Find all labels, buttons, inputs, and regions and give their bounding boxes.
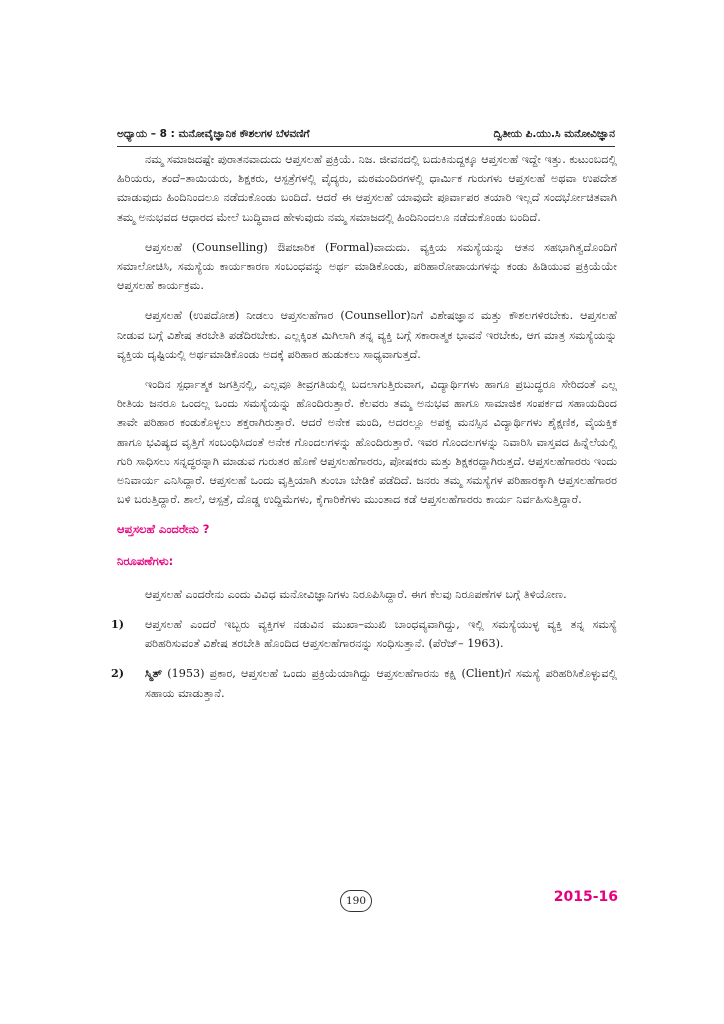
question-heading: ಆಪ್ತಸಲಹೆ ಎಂದರೇನು ?: [117, 522, 210, 537]
definition-text: [145, 664, 617, 702]
paragraph-intro: ನಮ್ಮ ಸಮಾಜದಷ್ಟೇ ಪುರಾತನವಾದುದು ಆಪ್ತಸಲಹೆ ಪ್ರಕ್ರಿಯೆ. ನಿಜ. ಜೀವನದಲ್ಲಿ ಬದುಕಿನುದ್ದಕ್ಕೂ ಆಪ್ತಸಲಹೆ ಇದ್ದೇ ಇತ್ತು. ಕುಟುಂಬದಲ್ಲಿ ಹಿರಿಯರು, ತಂದೆ–ತಾಯಿಯರು, ಶಿಕ್ಷಕರು, ಆಸ್ಪತ್ರೆಗಳಲ್ಲಿ ವೈದ್ಯರು, ಮಠಮಂದಿರಗಳಲ್ಲಿ ಧಾರ್ಮಿಕ ಗುರುಗಳು ಆಪ್ತಸಲಹೆ ಅಥವಾ ಉಪದೇಶ ಮಾಡುವುದು ಹಿಂದಿನಿಂದಲೂ ನಡೆದುಕೊಂಡು ಬಂದಿದೆ. ಆದರೆ ಈ ಆಪ್ತಸಲಹೆ ಯಾವುದೇ ಪೂರ್ವಾಪರ ತಯಾರಿ ಇಲ್ಲದೆ ಸಂದರ್ಭೋಚಿತವಾಗಿ ತಮ್ಮ ಅನುಭವದ ಆಧಾರದ ಮೇಲೆ ಬುದ್ಧಿವಾದ ಹೇಳುವುದು ನಮ್ಮ ಸಮಾಜದಲ್ಲಿ ಹಿಂದಿನಿಂದಲೂ ನಡೆದುಕೊಂಡು ಬಂದಿದೆ.: [117, 153, 617, 224]
definition-item: [111, 664, 617, 702]
definitions-intro: ಆಪ್ತಸಲಹೆ ಎಂದರೇನು ಎಂದು ವಿವಿಧ ಮನೋವಿಜ್ಞಾನಿಗಳು ನಿರೂಪಿಸಿದ್ದಾರೆ. ಈಗ ಕೆಲವು ನಿರೂಪಣೆಗಳ ಬಗ್ಗೆ ತಿಳಿಯೋಣ.: [145, 587, 567, 601]
paragraph-formal: ಆಪ್ತಸಲಹೆ (Counselling) ಔಪಚಾರಿಕ (Formal)ವಾದುದು. ವ್ಯಕ್ತಿಯ ಸಮಸ್ಯೆಯನ್ನು ಆತನ ಸಹಭಾಗಿತ್ವದೊಂದಿಗೆ ಸಮಾಲೋಚಿಸಿ, ಸಮಸ್ಯೆಯ ಕಾರ್ಯಕಾರಣ ಸಂಬಂಧವನ್ನು ಅರ್ಥ ಮಾಡಿಕೊಂಡು, ಪರಿಹಾರೋಪಾಯಗಳನ್ನು ಕಂಡು ಹಿಡಿಯುವ ಪ್ರಕ್ರಿಯೆಯೇ ಆಪ್ತಸಲಹೆ ಕಾರ್ಯಕ್ರಮ.: [117, 240, 617, 293]
header-divider: [117, 146, 615, 147]
chapter-title: ಅಧ್ಯಾಯ – 8 : ಮನೋವೈಜ್ಞಾನಿಕ ಕೌಶಲಗಳ ಬೆಳವಣಿಗೆ: [117, 128, 310, 140]
definition-body: (1953) ಪ್ರಕಾರ, ಆಪ್ತಸಲಹೆ ಒಂದು ಪ್ರಕ್ರಿಯೆಯಾಗಿದ್ದು ಆಪ್ತಸಲಹೆಗಾರನು ಕಕ್ಷಿ (Client)ಗೆ ಸಮಸ್ಯೆ ಪರಿಹರಿಸಿಕೊಳ್ಳುವಲ್ಲಿ ಸಹಾಯ ಮಾಡುತ್ತಾನೆ.: [145, 667, 617, 700]
definition-text: [145, 615, 617, 653]
paragraph-competitive-world: ಇಂದಿನ ಸ್ಪರ್ಧಾತ್ಮಕ ಜಗತ್ತಿನಲ್ಲಿ, ಎಲ್ಲವೂ ತೀವ್ರಗತಿಯಲ್ಲಿ ಬದಲಾಗುತ್ತಿರುವಾಗ, ವಿದ್ಯಾರ್ಥಿಗಳು ಹಾಗೂ ಪ್ರಬುದ್ಧರೂ ಸೇರಿದಂತೆ ಎಲ್ಲ ರೀತಿಯ ಜನರೂ ಒಂದಲ್ಲ ಒಂದು ಸಮಸ್ಯೆಯನ್ನು ಹೊಂದಿರುತ್ತಾರೆ. ಕೆಲವರು ತಮ್ಮ ಅನುಭವ ಹಾಗೂ ಸಾಮಾಜಿಕ ಸಂಪರ್ಕದ ಸಹಾಯದಿಂದ ತಾವೇ ಪರಿಹಾರ ಕಂಡುಕೊಳ್ಳಲು ಶಕ್ತರಾಗಿರುತ್ತಾರೆ. ಆದರೆ ಅನೇಕ ಮಂದಿ, ಅದರಲ್ಲೂ ಅಪಕ್ವ ಮನಸ್ಸಿನ ವಿದ್ಯಾರ್ಥಿಗಳು ಶೈಕ್ಷಣಿಕ, ವೈಯಕ್ತಿಕ ಹಾಗೂ ಭವಿಷ್ಯದ ವೃತ್ತಿಗೆ ಸಂಬಂಧಿಸಿದಂತೆ ಅನೇಕ ಗೊಂದಲಗಳನ್ನು ಹೊಂದಿರುತ್ತಾರೆ. ಇವರ ಗೊಂದಲಗಳನ್ನು ನಿವಾರಿಸಿ ವಾಸ್ತವದ ಹಿನ್ನೆಲೆಯಲ್ಲಿ ಗುರಿ ಸಾಧಿಸಲು ಸನ್ನದ್ಧರನ್ನಾಗಿ ಮಾಡುವ ಗುರುತರ ಹೊಣೆ ಆಪ್ತಸಲಹೆಗಾರರು, ಪೋಷಕರು ಮತ್ತು ಶಿಕ್ಷಕರದ್ದಾಗಿರುತ್ತದೆ. ಆಪ್ತಸಲಹೆಗಾರರು ಇಂದು ಅನಿವಾರ್ಯ ಎನಿಸಿದ್ದಾರೆ. ಆಪ್ತಸಲಹೆ ಒಂದು ವೃತ್ತಿಯಾಗಿ ತುಂಬಾ ಬೇಡಿಕೆ ಪಡೆದಿದೆ. ಜನರು ತಮ್ಮ ಸಮಸ್ಯೆಗಳ ಪರಿಹಾರಕ್ಕಾಗಿ ಆಪ್ತಸಲಹೆಗಾರರ ಬಳಿ ಬರುತ್ತಿದ್ದಾರೆ. ಶಾಲೆ, ಆಸ್ಪತ್ರೆ, ದೊಡ್ಡ ಉದ್ದಿಮೆಗಳು, ಕೈಗಾರಿಕೆಗಳು ಮುಂತಾದ ಕಡೆ ಆಪ್ತಸಲಹೆಗಾರರು ಕಾರ್ಯ ನಿರ್ವಹಿಸುತ್ತಿದ್ದಾರೆ.: [117, 378, 618, 507]
definition-body: ಆಪ್ತಸಲಹೆ ಎಂದರೆ ಇಬ್ಬರು ವ್ಯಕ್ತಿಗಳ ನಡುವಿನ ಮುಖಾ–ಮುಖಿ ಬಾಂಧವ್ಯವಾಗಿದ್ದು, ಇಲ್ಲಿ ಸಮಸ್ಯೆಯುಳ್ಳ ವ್ಯಕ್ತಿ ತನ್ನ ಸಮಸ್ಯೆ ಪರಿಹರಿಸುವಂತೆ ವಿಶೇಷ ತರಬೇತಿ ಹೊಂದಿದ ಆಪ್ತಸಲಹೆಗಾರನನ್ನು ಸಂಧಿಸುತ್ತಾನೆ. (ಪೆರೆಜ್– 1963).: [145, 618, 617, 651]
definitions-list: [111, 615, 617, 703]
course-title: ದ್ವಿತೀಯ ಪಿ.ಯು.ಸಿ ಮನೋವಿಜ್ಞಾನ: [493, 128, 615, 140]
academic-year: 2015-16: [553, 889, 618, 905]
running-header: [117, 128, 615, 146]
definition-number: 2): [111, 666, 125, 681]
definition-number: 1): [111, 617, 125, 632]
author-name: ಸ್ಮಿತ್: [145, 666, 163, 681]
definitions-heading: ನಿರೂಪಣೆಗಳು:: [117, 553, 174, 568]
definition-item: [111, 615, 617, 653]
page-number: 190: [340, 890, 372, 912]
page-body: [111, 150, 618, 714]
paragraph-counsellor: ಆಪ್ತಸಲಹೆ (ಉಪದೋಶ) ನೀಡಲು ಆಪ್ತಸಲಹೆಗಾರ (Counsellor)ನಿಗೆ ವಿಶೇಷಜ್ಞಾನ ಮತ್ತು ಕೌಶಲಗಳಿರಬೇಕು. ಆಪ್ತಸಲಹೆ ನೀಡುವ ಬಗ್ಗೆ ವಿಶೇಷ ತರಬೇತಿ ಪಡೆದಿರಬೇಕು. ಎಲ್ಲಕ್ಕಿಂತ ಮಿಗಿಲಾಗಿ ತನ್ನ ವ್ಯಕ್ತಿ ಬಗ್ಗೆ ಸಕಾರಾತ್ಮಕ ಭಾವನೆ ಇರಬೇಕು, ಆಗ ಮಾತ್ರ ಸಮಸ್ಯೆಯನ್ನು ವ್ಯಕ್ತಿಯ ದೃಷ್ಟಿಯಲ್ಲಿ ಅರ್ಥಮಾಡಿಕೊಂಡು ಅದಕ್ಕೆ ಪರಿಹಾರ ಹುಡುಕಲು ಸಾಧ್ಯವಾಗುತ್ತದೆ.: [117, 309, 617, 361]
